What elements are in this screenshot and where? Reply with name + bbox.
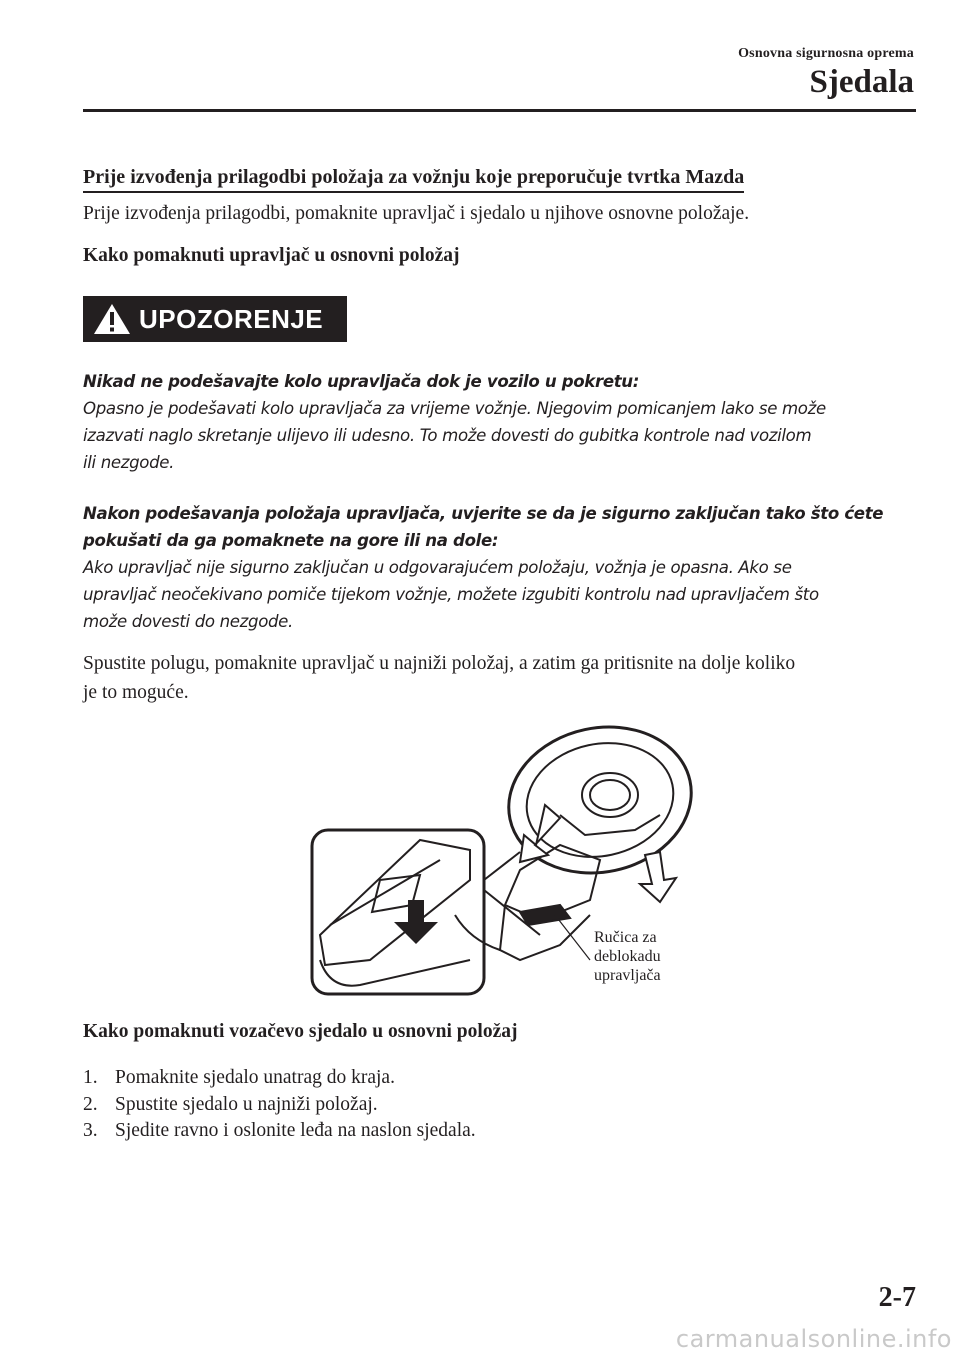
step-number: 2. (83, 1093, 98, 1115)
figure-label-line: deblokadu (594, 948, 661, 965)
step-number: 1. (83, 1067, 98, 1088)
warning-2-line: upravljač neočekivano pomiče tijekom vožnje, možete izgubiti kontrolu nad upravljačem što (83, 585, 819, 604)
warning-2-title: Nakon podešavanja položaja upravljača, uvjerite se da je sigurno zaključan tako što ćete (83, 504, 884, 523)
warning-label: UPOZORENJE (139, 303, 324, 334)
figure-label-line: Ručica za (594, 929, 657, 946)
seat-steps-list (83, 1065, 476, 1145)
steering-heading: Kako pomaknuti upravljač u osnovni položaj (83, 245, 460, 266)
step-number: 3. (83, 1120, 98, 1141)
warning-1-line: ili nezgode. (83, 453, 175, 472)
warning-1-title: Nikad ne podešavajte kolo upravljača dok je vozilo u pokretu: (83, 372, 640, 391)
step-text: Sjedite ravno i oslonite leđa na naslon sjedala. (115, 1120, 476, 1141)
list-item (83, 1092, 476, 1119)
list-item (83, 1118, 476, 1145)
instruction-line: Spustite polugu, pomaknite upravljač u najniži položaj, a zatim ga pritisnite na dolje koliko (83, 653, 796, 674)
figure-label-line: upravljača (594, 967, 661, 984)
page-title: Sjedala (809, 64, 914, 100)
section-title: Prije izvođenja prilagodbi položaja za vožnju koje preporučuje tvrtka Mazda (83, 163, 744, 193)
intro-paragraph: Prije izvođenja prilagodbi, pomaknite upravljač i sjedalo u njihove osnovne položaje. (83, 203, 750, 224)
list-item (83, 1065, 476, 1092)
warning-1-line: izazvati naglo skretanje ulijevo ili udesno. To može dovesti do gubitka kontrole nad vozilom (83, 426, 812, 445)
warning-2-line: može dovesti do nezgode. (83, 612, 293, 631)
instruction-line: je to moguće. (83, 682, 189, 703)
warning-2-line: Ako upravljač nije sigurno zaključan u odgovarajućem položaju, vožnja je opasna. Ako se (83, 558, 792, 577)
release-lever-label (594, 928, 661, 985)
step-text: Pomaknite sjedalo unatrag do kraja. (115, 1067, 395, 1088)
seat-heading: Kako pomaknuti vozačevo sjedalo u osnovni položaj (83, 1021, 518, 1042)
warning-1-line: Opasno je podešavati kolo upravljača za vrijeme vožnje. Njegovim pomicanjem lako se može (83, 399, 826, 418)
step-text: Spustite sjedalo u najniži položaj. (115, 1093, 378, 1115)
page-number: 2-7 (878, 1282, 916, 1313)
header-subtitle: Osnovna sigurnosna oprema (738, 46, 914, 61)
watermark: carmanualsonline.info (675, 1325, 952, 1353)
warning-2-title: pokušati da ga pomaknete na gore ili na dole: (83, 531, 499, 550)
